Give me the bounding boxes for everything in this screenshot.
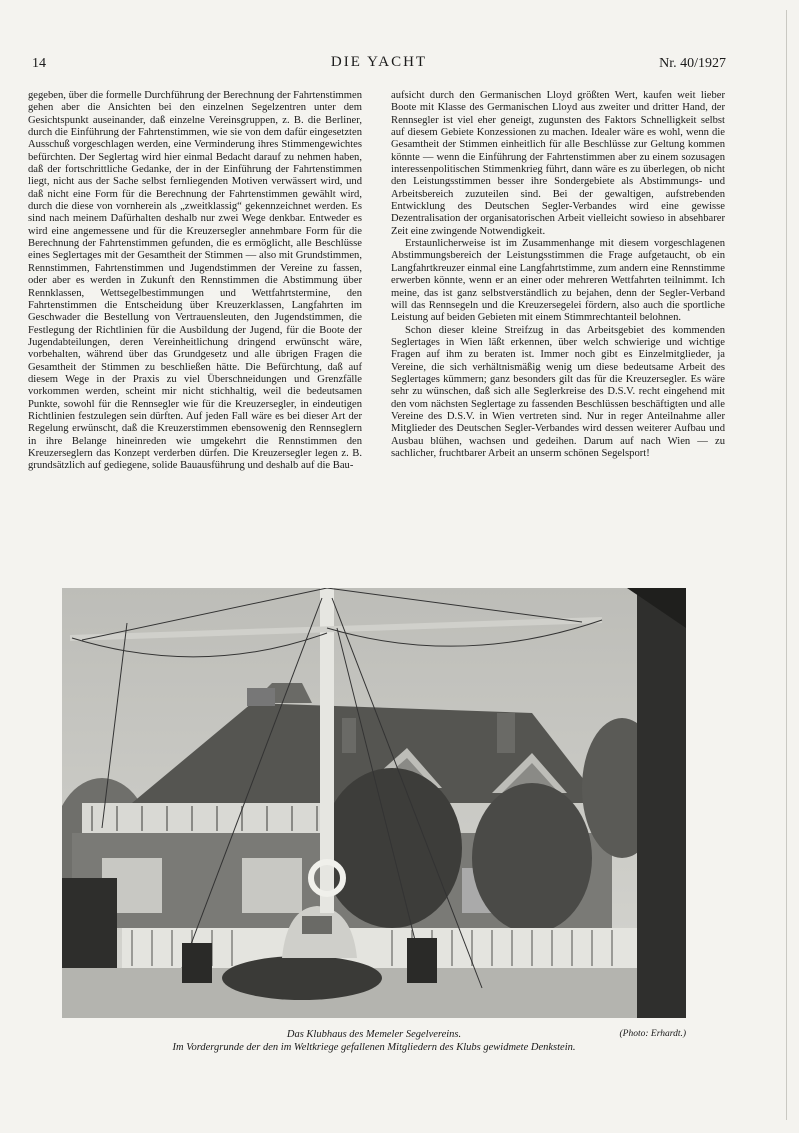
photo-caption: [62, 1028, 686, 1054]
clubhouse-photo: [62, 588, 686, 1018]
caption-description: Im Vordergrunde der den im Weltkriege gefallenen Mitgliedern des Klubs gewidmete Denkstein.: [172, 1042, 576, 1053]
paragraph: aufsicht durch den Germanischen Lloyd größten Wert, kaufen weit lieber Boote mit Klasse des Germanischen Lloyd aus zweiter und dritter Hand, der Rennsegler ist viel eher geneigt, zugunsten des Faktors Schnelligkeit selbst auf diesem Gebiete Konzessionen zu machen. Idealer wäre es wohl, wenn die Gesamtheit der Stimmen einheitlich für alle Beschlüsse zur Geltung kommen könnte — wenn die Einführung der Fahrtenstimmen aber zu einem sozusagen interessenpolitischen Stimmenkrieg führt, dann wäre es zu überlegen, ob nicht den Leistungsstimmen besser ihre Sondergebiete als Abstimmungs- und Arbeitsbereich zuzuteilen sind. Bei der gewaltigen, aufstrebenden Entwicklung des Deutschen Segler-Verbandes wird eine gewisse Dezentralisation der organisatorischen Arbeit vielleicht sowieso in absehbarer Zeit eine zwingende Notwendigkeit.: [391, 90, 725, 237]
paragraph: Schon dieser kleine Streifzug in das Arbeitsgebiet des kommenden Seglertages in Wien läßt erkennen, über welch schwierige und wichtige Fragen auf ihm zu beraten ist. Immer noch gibt es Einzelmitglieder, ja Vereine, die sich verhältnismäßig wenig um diese bedeutsame Arbeit des Seglertages kümmern; ganz besonders gilt das für die Kreuzersegler. Es wäre sehr zu wünschen, daß sich alle Seglerkreise des D.S.V. recht eingehend mit den vom nächsten Seglertage zu fassenden Beschlüssen beschäftigten und alle Vereine des D.S.V. in Wien vertreten sind. Nur in reger Anteilnahme aller Mitglieder des Deutschen Segler-Verbandes wird dessen weiterer Aufbau und Ausbau blühen, wachsen und gedeihen. Darum auf nach Wien — zu sachlicher, fruchtbarer Arbeit an unserm schönen Segelsport!: [391, 324, 725, 459]
paragraph: gegeben, über die formelle Durchführung der Berechnung der Fahrtenstimmen gehen aber die Ansichten bei den einzelnen Segelzentren unter dem Gesichtspunkt auseinander, daß einzelne Vereinsgruppen, z. B. die Berliner, durch die Einführung der Fahrtenstimmen, wie sie von dem dafür eingesetzten Ausschuß vorgeschlagen werden, eine Verminderung ihres Stimmengewichtes befürchten. Der Seglertag wird hier einmal Bedacht darauf zu nehmen haben, daß der fortschrittliche Gedanke, der in der Einführung der Fahrtenstimmen liegt, nicht aus der Sache selbst fernliegenden Motiven verwässert wird, und daß nicht eine Form für die Berechnung der Fahrtenstimmen gewählt wird, durch die diese von vornherein als „zweitklassig“ gekennzeichnet werden. Es sind nach meinem Dafürhalten deshalb nur zwei Wege denkbar. Entweder es wird eine angemessene und für die Kreuzersegler annehmbare Form für die Berechnung der Fahrtenstimmen gefunden, die es ermöglicht, alle Beschlüsse eines Seglertages mit der Gesamtheit der Stimmen — also mit Grundstimmen, Rennstimmen, Fahrtenstimmen und Jugendstimmen der Vereine zu fassen, oder aber es werden in Zukunft den Rennstimmen die Abstimmung über Rennklassen, Wettsegelbestimmungen und Wettfahrtstermine, den Fahrtenstimmen die Entscheidung über Kreuzerklassen, Langfahrten im Geschwader die Bestellung von Vertrauensleuten, den Jugendstimmen, die Festlegung der Richtlinien für die Ausbildung der Jugend, für die Boote der Jugendabteilungen, deren Vereinheitlichung dringend erwünscht wäre, vorbehalten, während über das Grundgesetz und alle übrigen Fragen die Gesamtheit der Stimmen zu beschließen hätte. Die Befürchtung, daß auf diesem Wege in der Praxis zu viel Überschneidungen und Grenzfälle vorkommen werden, scheint mir nicht stichhaltig, weil die bedeutsamen Punkte, sowohl für die Rennsegler wie für die Kreuzersegler, in eindeutigen Richtlinien festzulegen sein dürften. Auf jeden Fall wäre es bei dieser Art der Regelung erwünscht, daß die Kreuzerstimmen ebensowenig den Rennseglern in ihre Belange hineinreden wie umgekehrt die Rennstimmen den Kreuzerseglern das Konzept verderben dürfen. Die Kreuzersegler legen z. B. grundsätzlich auf gediegene, solide Bauausführung und deshalb auf die Bau-: [28, 90, 362, 472]
page-edge-line: [786, 10, 787, 1120]
left-text-column: [28, 90, 362, 473]
caption-title: Das Klubhaus des Memeler Segelvereins.: [286, 1029, 462, 1040]
page-number: 14: [32, 56, 46, 71]
right-text-column: [391, 90, 725, 460]
magazine-title: DIE YACHT: [330, 54, 428, 70]
paragraph: Erstaunlicherweise ist im Zusammenhange mit diesem vorgeschlagenen Abstimmungsbereich der Leistungsstimmen die Frage aufgetaucht, ob ein Langfahrtkreuzer einmal eine Langfahrtstimme, zum andern eine Rennstimme erwerben könnte, wenn er an einer oder mehreren Wettfahrten teilnimmt. Ich meine, das ist ganz selbstverständlich zu bejahen, denn der Segler-Verband will das Rennsegeln und die Kreuzersegelei fördern, also auch die sportliche Leistung auf beiden Gebieten mit einem Stimmrechtanteil belohnen.: [391, 238, 725, 324]
issue-number: Nr. 40/1927: [659, 56, 726, 71]
page-header: [32, 56, 726, 78]
clubhouse-photo-image: [62, 588, 686, 1018]
photo-credit: (Photo: Erhardt.): [619, 1029, 686, 1039]
